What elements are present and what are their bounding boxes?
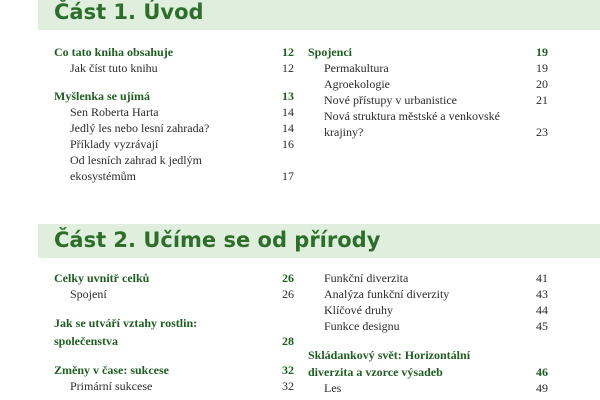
toc-title: Spojení [70,287,107,301]
toc-title: Jak číst tuto knihu [70,61,158,75]
toc-subentry[interactable] [308,270,548,286]
toc-title: Celky uvnitř celků [54,271,150,285]
toc-page: 20 [536,77,548,91]
toc-page: 45 [536,319,548,333]
toc-title: Spojenci [308,45,353,59]
toc-page: 21 [536,93,548,107]
toc-subentry[interactable] [54,136,294,152]
toc-chapter[interactable] [54,315,294,349]
toc-subentry[interactable] [308,92,548,108]
toc-title-line-1: Od lesních zahrad k jedlým [70,153,202,167]
toc-page: 14 [282,121,294,135]
toc-subentry[interactable] [308,76,548,92]
toc-subentry[interactable] [54,378,294,394]
toc-title: Jedlý les nebo lesní zahrada? [70,121,210,135]
toc-subentry[interactable] [308,380,548,396]
toc-page: 41 [536,271,548,285]
toc-page: 16 [282,137,294,151]
toc-title: Myšlenka se ujímá [54,89,150,103]
part-2-left-column [54,270,294,394]
toc-page: 23 [536,125,548,139]
toc-title: Funkční diverzita [324,271,409,285]
toc-title: Změny v čase: sukcese [54,363,169,377]
toc-title: Permakultura [324,61,389,75]
toc-title: Co tato kniha obsahuje [54,45,174,59]
toc-title: Les [324,381,342,395]
toc-subentry[interactable] [308,302,548,318]
toc-title: Nové přístupy v urbanistice [324,93,457,107]
toc-chapter[interactable] [54,270,294,286]
toc-page: 26 [282,271,294,285]
toc-title: Sen Roberta Harta [70,105,159,119]
toc-page: 19 [536,45,548,59]
toc-subentry[interactable] [54,120,294,136]
toc-page: 13 [282,89,294,103]
toc-subentry[interactable] [308,318,548,334]
toc-title-line-2: ekosystémům [70,169,136,183]
toc-subentry[interactable] [308,60,548,76]
toc-page: 32 [282,363,294,377]
part-2-right-column [308,270,548,396]
toc-page: 12 [282,45,294,59]
toc-page: 12 [282,61,294,75]
toc-chapter[interactable] [54,88,294,104]
part-1-left-column [54,44,294,184]
toc-title: Analýza funkční diverzity [324,287,450,301]
toc-chapter[interactable] [54,44,294,60]
toc-title: Agroekologie [324,77,390,91]
toc-title: Klíčové druhy [324,303,393,317]
toc-title: Primární sukcese [70,379,153,393]
toc-subentry[interactable] [308,286,548,302]
part-2-title: Část 2. Učíme se od přírody [54,228,381,252]
toc-subentry[interactable] [54,60,294,76]
toc-chapter[interactable] [308,44,548,60]
toc-page: 46 [536,365,548,379]
toc-page: 43 [536,287,548,301]
toc-title-line-1: Nová struktura městské a venkovské [324,109,500,123]
part-1-title: Část 1. Úvod [54,0,204,24]
toc-page: 49 [536,381,548,395]
toc-subentry[interactable] [54,104,294,120]
toc-title: Příklady vyzrávají [70,137,159,151]
toc-title-line-1: Skládankový svět: Horizontální [308,348,471,362]
toc-title: Funkce designu [324,319,400,333]
toc-subentry[interactable] [308,108,548,140]
toc-title-line-2: diverzita a vzorce výsadeb [308,365,443,379]
toc-chapter[interactable] [54,362,294,378]
toc-page: 32 [282,379,294,393]
toc-page: 14 [282,105,294,119]
toc-title-line-2: krajiny? [324,125,364,139]
toc-chapter[interactable] [308,347,548,380]
toc-title-line-2: společenstva [54,334,118,348]
toc-page: 28 [282,334,294,348]
toc-page: 19 [536,61,548,75]
toc-title-line-1: Jak se utváří vztahy rostlin: [54,316,198,330]
toc-page: 26 [282,287,294,301]
toc-page: 44 [536,303,548,317]
part-1-right-column [308,44,548,140]
toc-subentry[interactable] [54,152,294,184]
toc-page: 17 [282,169,294,183]
toc-subentry[interactable] [54,286,294,302]
